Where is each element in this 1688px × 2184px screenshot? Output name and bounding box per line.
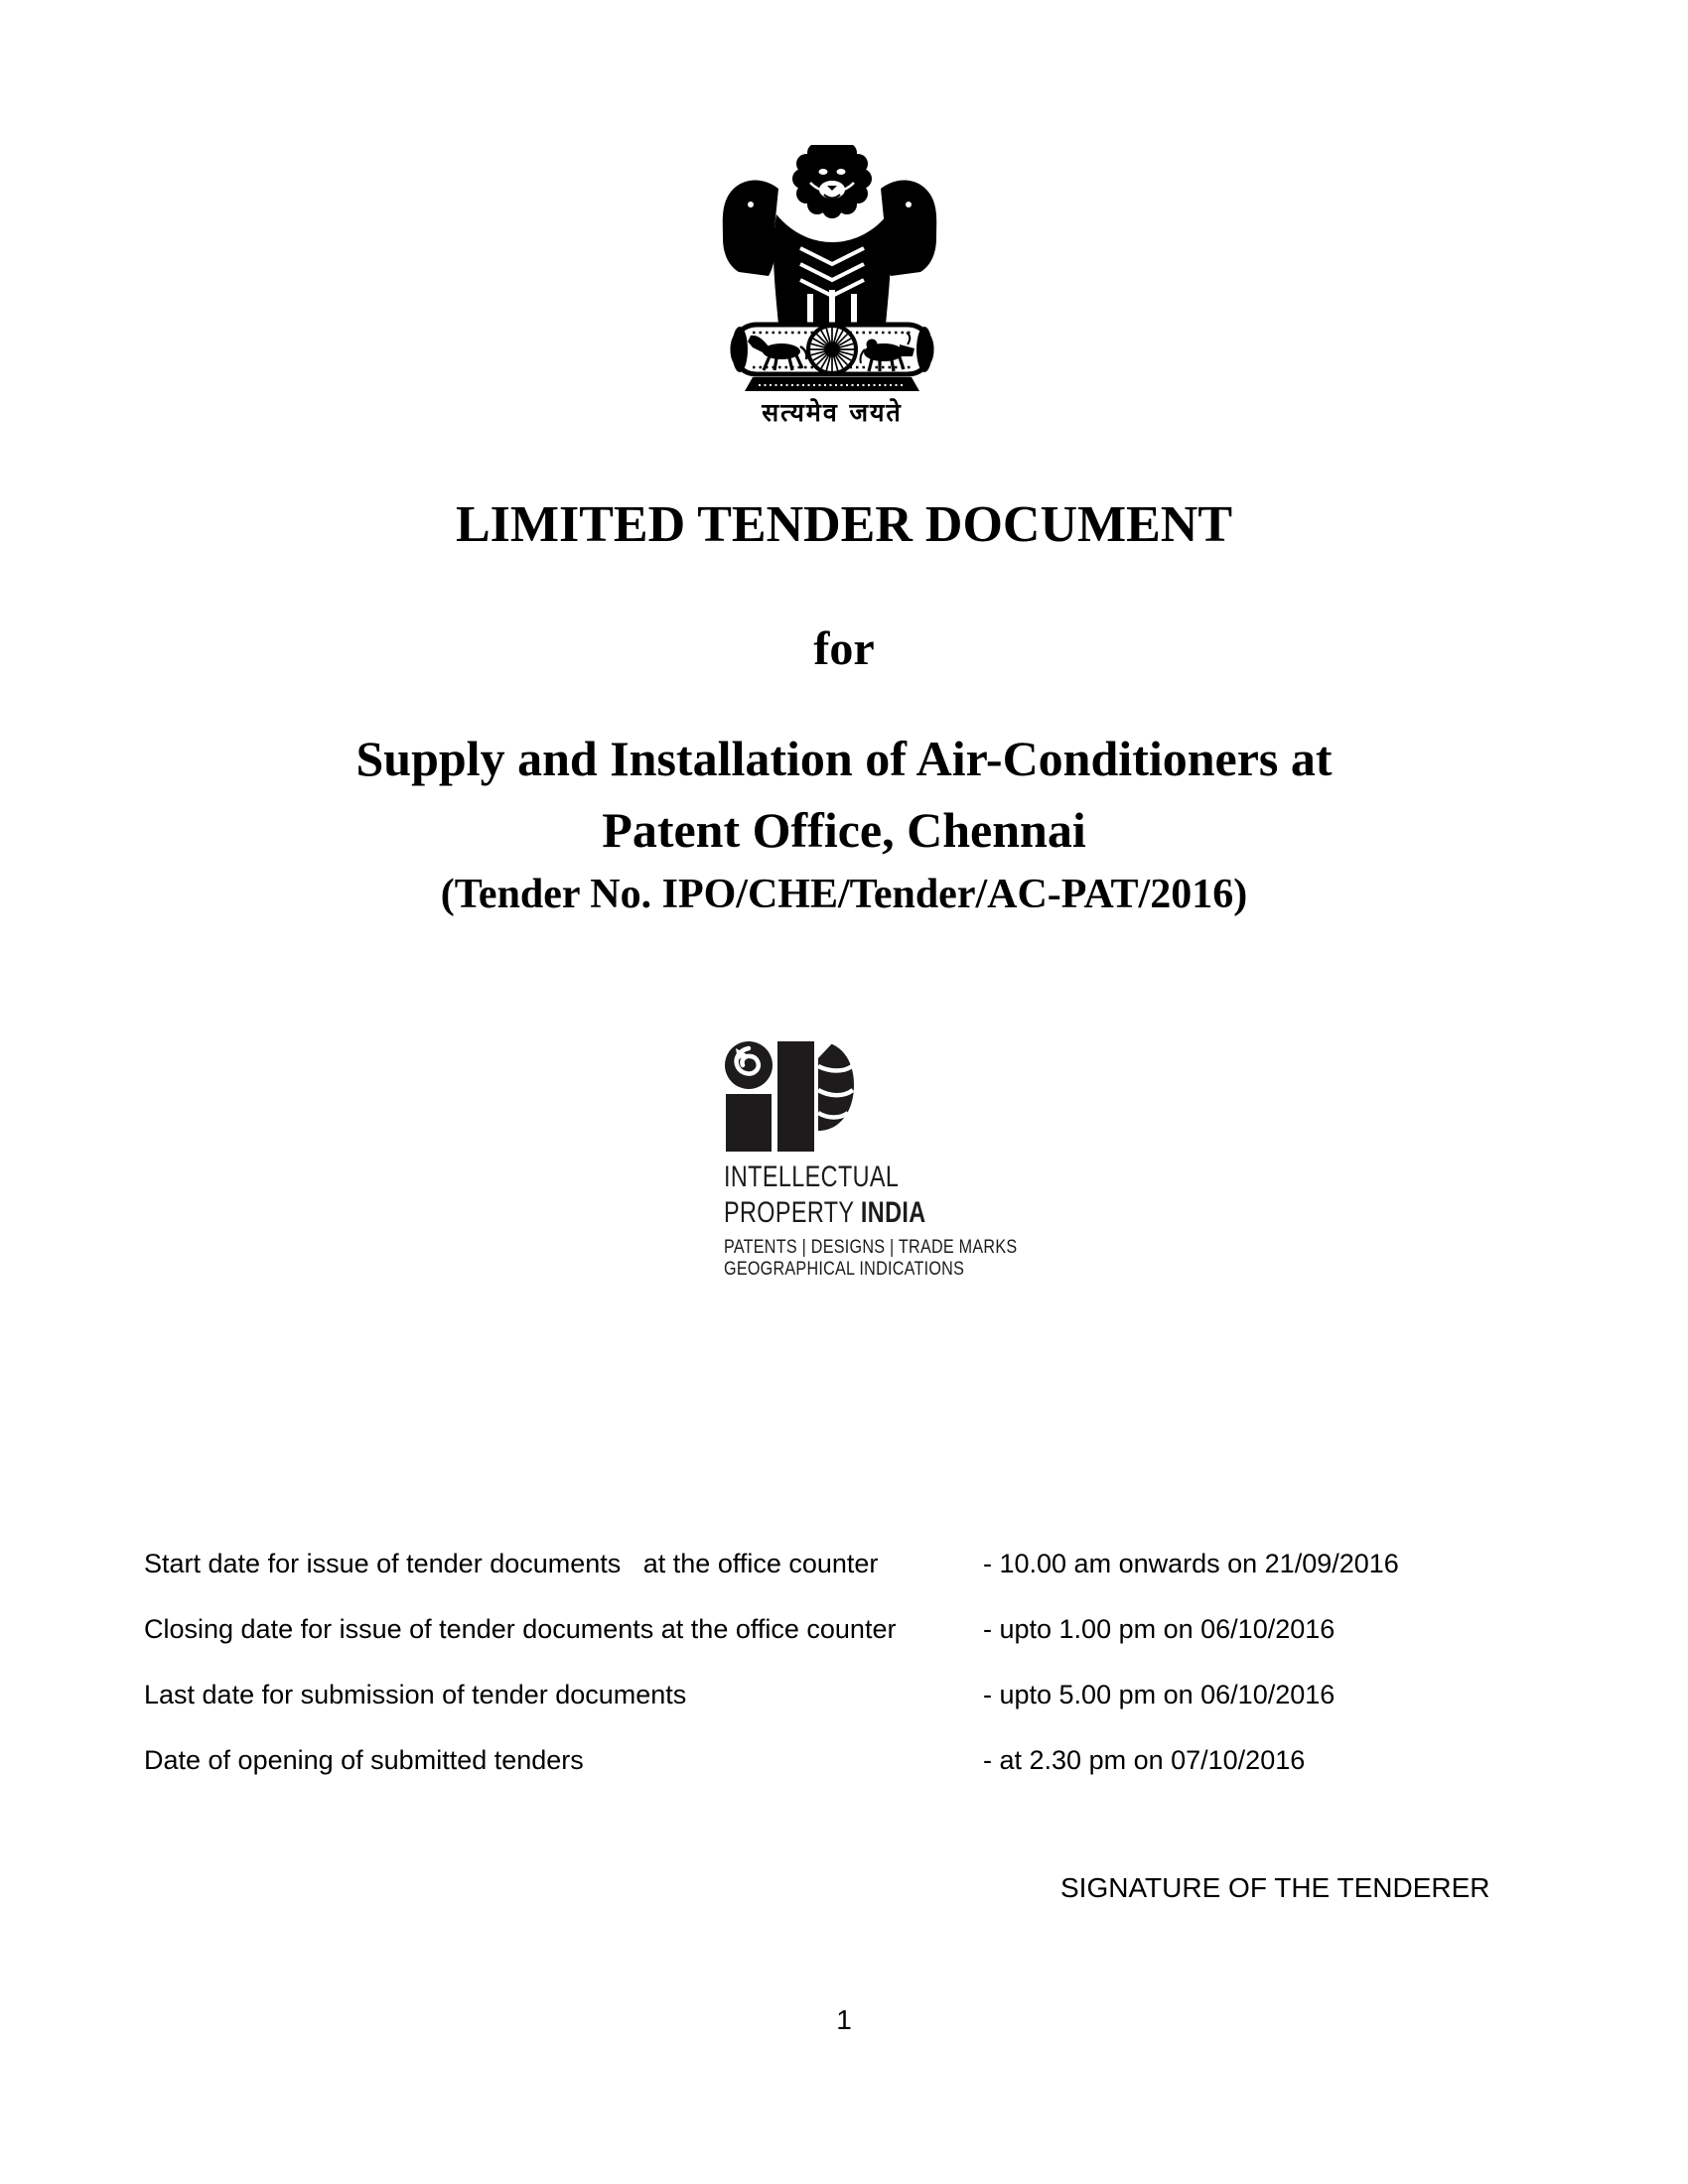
ip-india-logo-icon <box>724 1039 857 1153</box>
tender-schedule <box>144 1549 1564 1811</box>
schedule-row-opening-date <box>144 1745 1564 1775</box>
title-connector: for <box>813 622 875 675</box>
schedule-label: Start date for issue of tender documents at the office counter <box>144 1549 879 1578</box>
schedule-label: Last date for submission of tender documents <box>144 1680 687 1709</box>
schedule-value: - at 2.30 pm on 07/10/2016 <box>983 1745 1306 1775</box>
schedule-row-closing-date <box>144 1614 1564 1644</box>
subject-line-2: Patent Office, Chennai <box>602 802 1086 858</box>
emblem-motto: सत्यमेव जयते <box>762 398 903 427</box>
logo-line-intellectual: INTELLECTUAL <box>724 1160 900 1193</box>
document-title: LIMITED TENDER DOCUMENT <box>455 496 1233 553</box>
signature-of-tenderer-label: SIGNATURE OF THE TENDERER <box>1060 1872 1490 1903</box>
logo-line-geographical-indications: GEOGRAPHICAL INDICATIONS <box>724 1259 965 1280</box>
schedule-row-last-submission-date <box>144 1680 1564 1709</box>
logo-line-patents-designs-trademarks: PATENTS | DESIGNS | TRADE MARKS <box>724 1237 1018 1258</box>
tender-number: (Tender No. IPO/CHE/Tender/AC-PAT/2016) <box>440 872 1248 917</box>
schedule-row-start-date <box>144 1549 1564 1578</box>
subject-line-1: Supply and Installation of Air-Conditioners at <box>355 731 1333 786</box>
schedule-label: Closing date for issue of tender documents at the office counter <box>144 1614 897 1644</box>
schedule-value: - upto 1.00 pm on 06/10/2016 <box>983 1614 1336 1644</box>
logo-india: INDIA <box>860 1196 926 1229</box>
side-lion <box>723 180 778 276</box>
chakra-wheel-icon <box>808 326 856 373</box>
page-number: 1 <box>836 2004 852 2035</box>
schedule-value: - 10.00 am onwards on 21/09/2016 <box>983 1549 1399 1578</box>
schedule-value: - upto 5.00 pm on 06/10/2016 <box>983 1680 1336 1709</box>
logo-line-property-india <box>724 1195 993 1231</box>
schedule-label: Date of opening of submitted tenders <box>144 1745 584 1775</box>
ashoka-emblem-image <box>713 145 946 395</box>
logo-property: PROPERTY <box>724 1196 861 1229</box>
ip-india-logo-text <box>724 1160 1069 1281</box>
